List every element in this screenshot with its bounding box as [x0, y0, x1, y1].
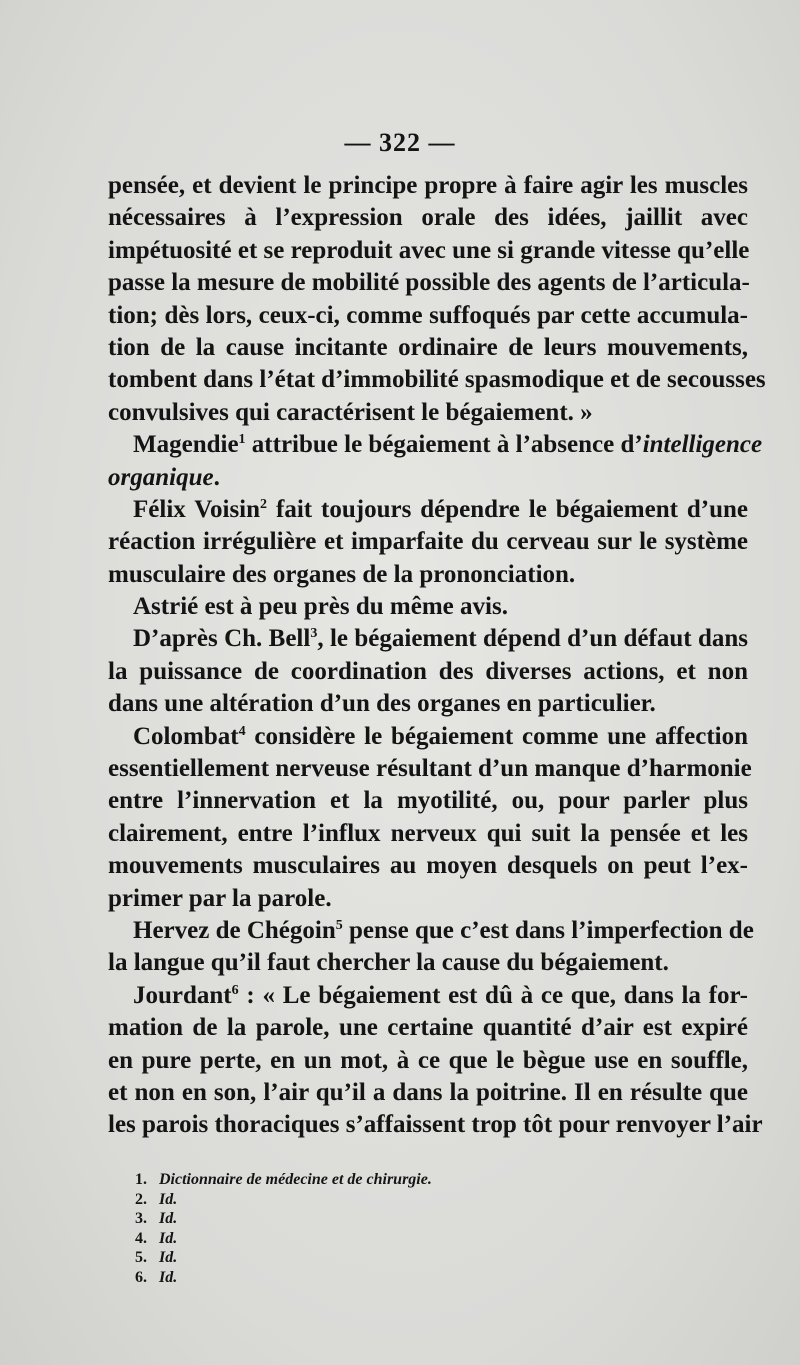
- text-run: Magendie: [133, 431, 239, 459]
- footnote-text: Id.: [159, 1229, 178, 1247]
- footnote-ref: 2: [260, 496, 268, 512]
- text-run: , le bégaiement dépend d’un défaut dans: [317, 625, 748, 653]
- footnote-ref: 5: [335, 917, 343, 933]
- footnote: [135, 1170, 695, 1190]
- footnote-text: Dictionnaire de médecine et de chirurgie.: [159, 1171, 432, 1188]
- text-line: entre l’innervation et la myotilité, ou, pour parler plus: [108, 787, 748, 815]
- paragraph-jourdant: [108, 980, 748, 1012]
- text-line: tombent dans l’état d’immobilité spasmodique et de secousses: [108, 366, 766, 394]
- text-line: réaction irrégulière et imparfaite du cerveau sur le système: [108, 528, 748, 556]
- text-line: les parois thoraciques s’affaissent trop tôt pour renvoyer l’air: [108, 1111, 763, 1139]
- footnote: [135, 1209, 695, 1229]
- text-line: et non en son, l’air qu’il a dans la poitrine. Il en résulte que: [108, 1078, 748, 1106]
- text-run: pense que c’est dans l’imperfection de: [342, 916, 754, 944]
- footnote-number: 3.: [135, 1210, 147, 1227]
- footnote-ref: 1: [238, 432, 246, 448]
- footnote-number: 5.: [135, 1249, 147, 1266]
- footnote-ref: 6: [231, 982, 239, 998]
- footnote-text: Id.: [159, 1210, 178, 1227]
- footnote-number: 4.: [135, 1229, 147, 1247]
- italic-run: organique: [108, 463, 214, 491]
- text-line: tion; dès lors, ceux-ci, comme suffoqués par cette accumula-: [108, 301, 748, 329]
- text-line: pensée, et devient le principe propre à faire agir les muscles: [108, 172, 748, 199]
- text-line: mouvements musculaires au moyen desquels on peut l’ex-: [108, 852, 748, 880]
- text-line: [108, 462, 748, 494]
- paragraph-chegoin: [108, 915, 754, 947]
- footnote: [135, 1190, 695, 1210]
- paragraph-bell: [108, 623, 748, 655]
- text-line: clairement, entre l’influx nerveux qui suit la pensée et les: [108, 819, 748, 847]
- text-line: passe la mesure de mobilité possible des agents de l’articula-: [108, 269, 750, 297]
- text-run: Colombat: [133, 722, 239, 750]
- footnote-number: 6.: [135, 1268, 147, 1286]
- text-run: : « Le bégaiement est dû à ce que, dans la for-: [238, 981, 748, 1009]
- text-run: Hervez de Chégoin: [133, 916, 336, 944]
- text-line: tion de la cause incitante ordinaire de leurs mouvements,: [108, 333, 748, 361]
- page-number: — 322 —: [344, 128, 456, 157]
- text-line: la puissance de coordination des diverses actions, et non: [108, 657, 748, 685]
- text-line: musculaire des organes de la prononciation.: [108, 560, 576, 588]
- text-line: en pure perte, en un mot, à ce que le bègue use en souffle,: [108, 1046, 748, 1074]
- paragraph-colombat: [108, 721, 748, 753]
- text-run: D’après Ch. Bell: [133, 625, 311, 653]
- footnote-text: Id.: [159, 1190, 178, 1208]
- text-run: Félix Voisin: [133, 495, 261, 523]
- footnote-number: 2.: [135, 1190, 147, 1208]
- text-run: Jourdant: [133, 981, 232, 1009]
- text-line: dans une altération d’un des organes en particulier.: [108, 690, 656, 718]
- text-line: la langue qu’il faut chercher la cause du bégaiement.: [108, 949, 669, 977]
- italic-run: intelligence: [642, 431, 763, 459]
- text-line: essentiellement nerveuse résultant d’un manque d’harmonie: [108, 755, 752, 783]
- paragraph-astrie: Astrié est à peu près du même avis.: [133, 593, 508, 621]
- paragraph-voisin: [108, 494, 748, 526]
- footnote: [135, 1268, 695, 1288]
- text-line: mation de la parole, une certaine quantité d’air est expiré: [108, 1014, 748, 1042]
- text-run: fait toujours dépendre le bégaiement d’une: [267, 495, 749, 523]
- footnote: [135, 1229, 695, 1249]
- text-run: .: [213, 463, 220, 491]
- text-line: impétuosité et se reproduit avec une si grande vitesse qu’elle: [108, 236, 750, 264]
- footnote: [135, 1248, 695, 1268]
- text-line: nécessaires à l’expression orale des idées, jaillit avec: [108, 204, 748, 232]
- footnote-text: Id.: [159, 1249, 178, 1266]
- text-run: attribue le bégaiement à l’absence d’: [245, 431, 643, 459]
- footnotes: [135, 1170, 695, 1287]
- footnote-ref: 3: [310, 626, 318, 642]
- footnote-number: 1.: [135, 1171, 147, 1188]
- text-line: convulsives qui caractérisent le bégaiement. »: [108, 398, 593, 426]
- footnote-text: Id.: [159, 1268, 178, 1286]
- paragraph-magendie: [108, 429, 763, 461]
- text-line: primer par la parole.: [108, 884, 332, 912]
- text-run: considère le bégaiement comme une affection: [245, 722, 748, 750]
- footnote-ref: 4: [238, 723, 246, 739]
- body-text: [108, 170, 766, 1142]
